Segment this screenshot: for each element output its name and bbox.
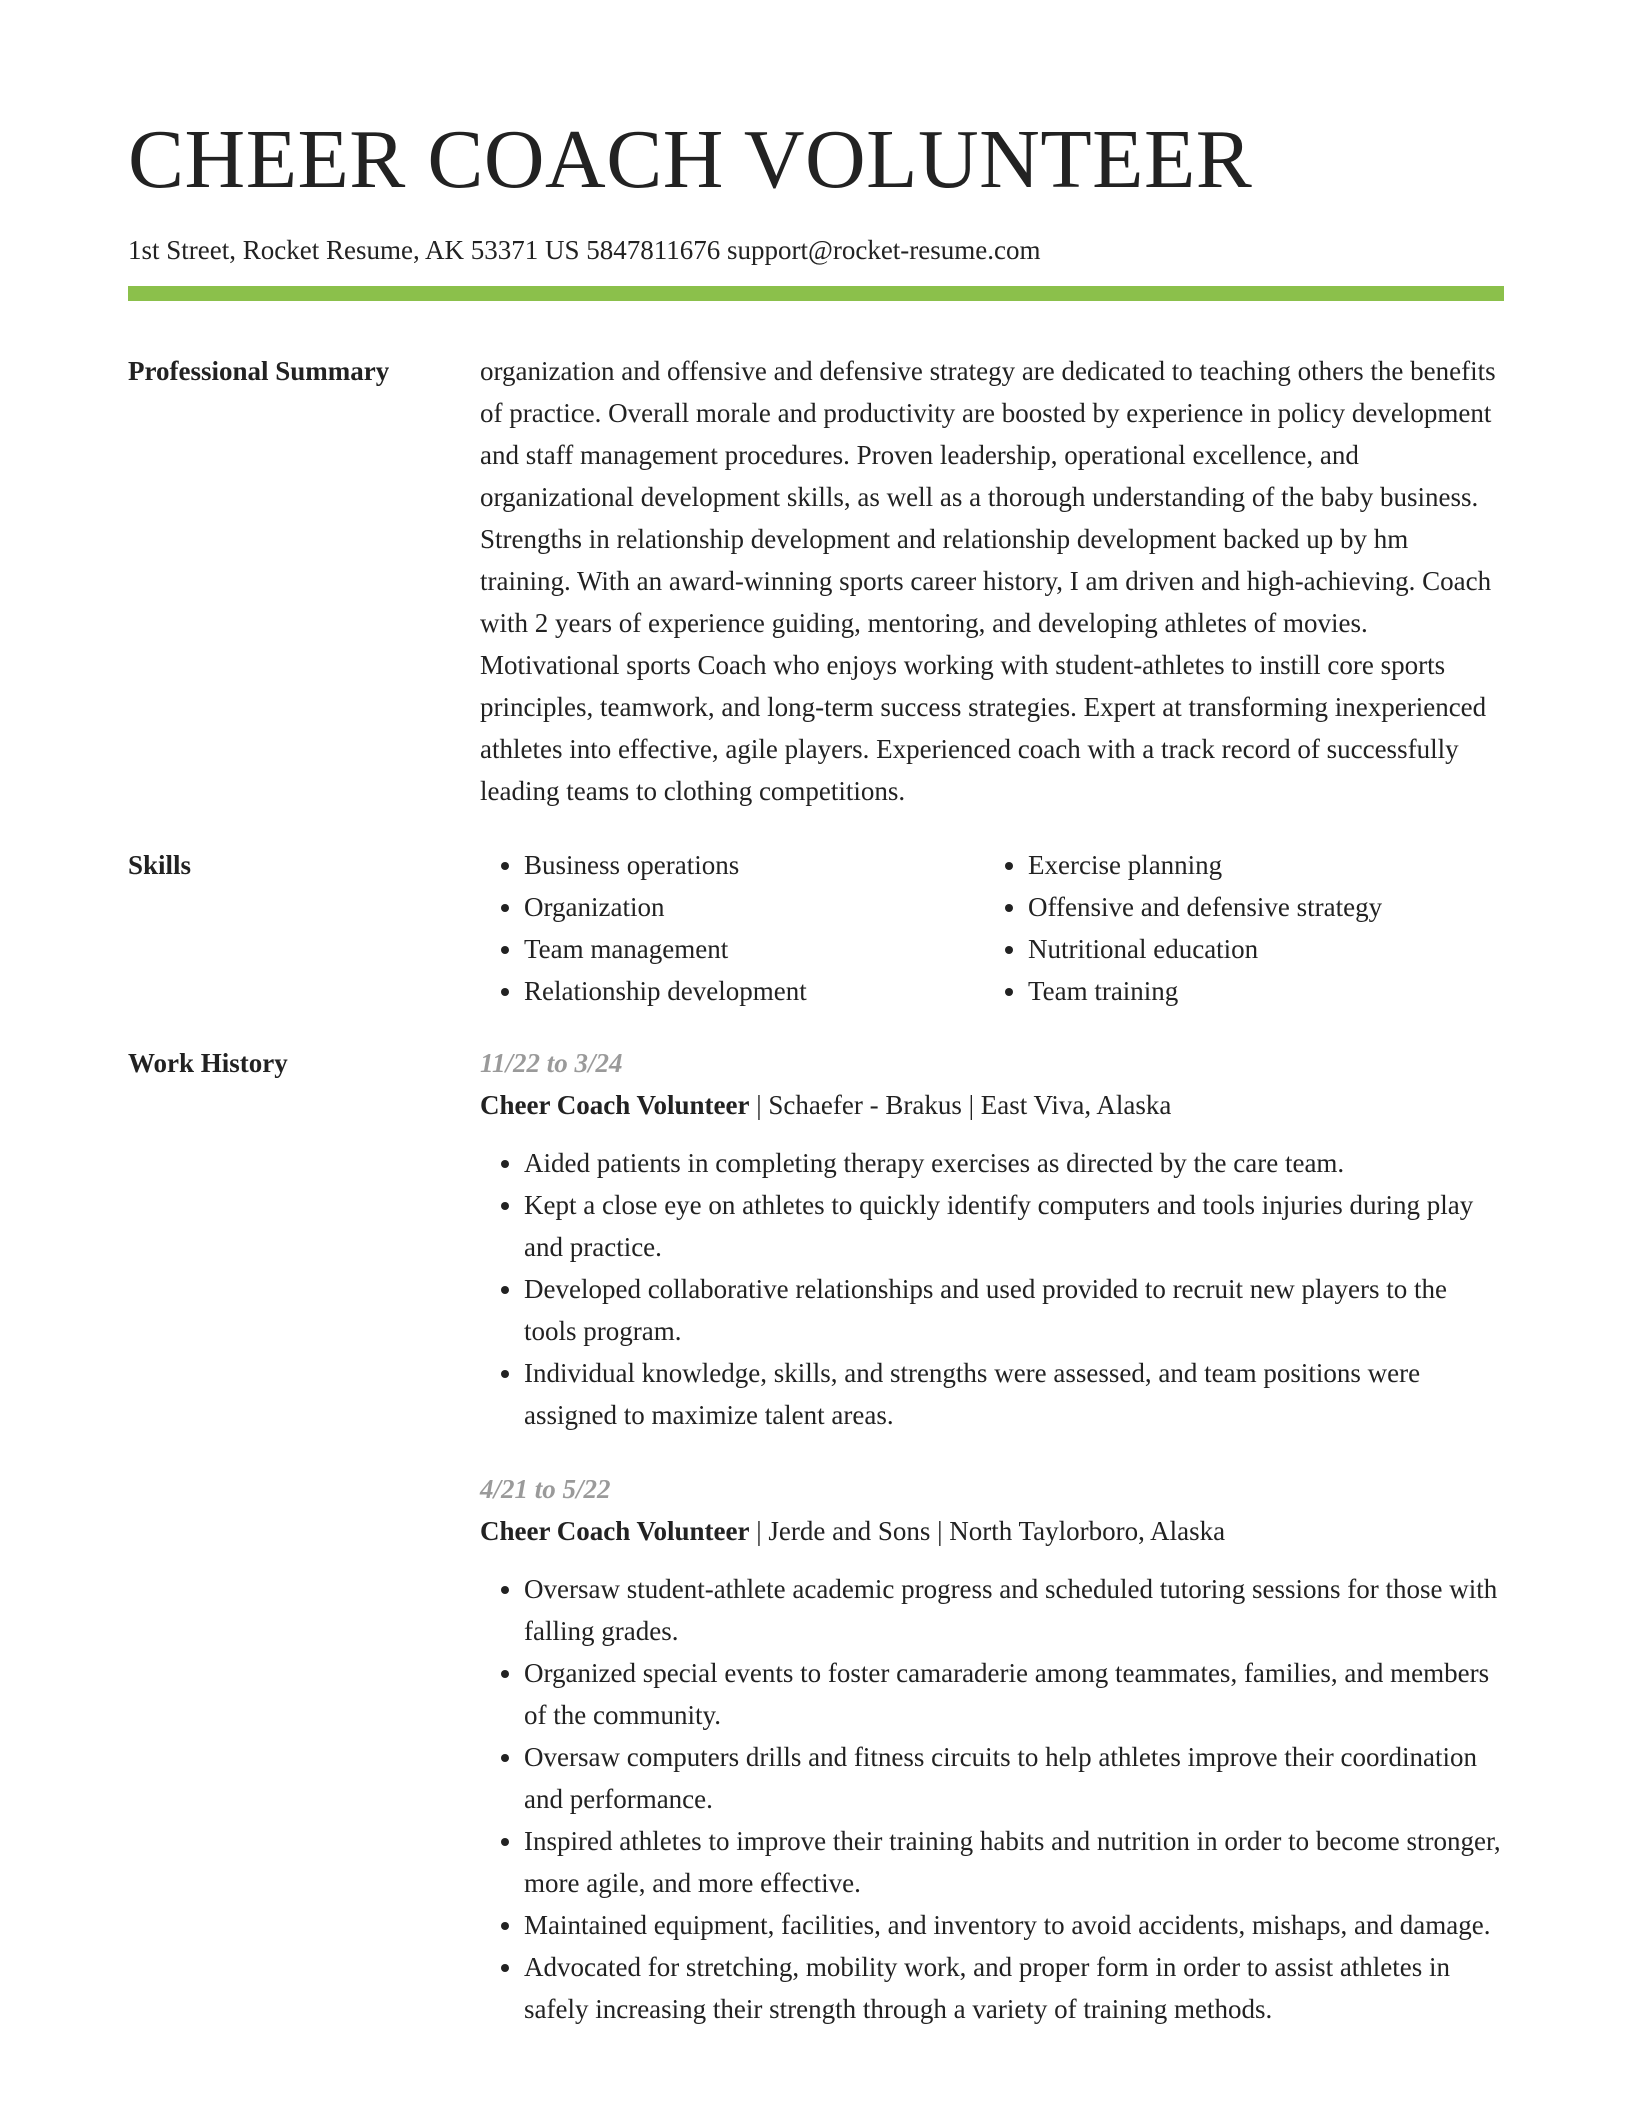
- skill-item: • Offensive and defensive strategy: [1028, 886, 1504, 928]
- skill-item: • Team management: [524, 928, 984, 970]
- header-divider: [128, 286, 1504, 301]
- resume-sections: [128, 350, 1504, 2062]
- job-bullet: • Kept a close eye on athletes to quickly identify computers and tools injuries during play and practice.: [524, 1184, 1504, 1268]
- job-bullet: • Maintained equipment, facilities, and inventory to avoid accidents, mishaps, and damage.: [524, 1904, 1504, 1946]
- job-title-line: [480, 1084, 1504, 1126]
- skill-item: • Exercise planning: [1028, 844, 1504, 886]
- job-title: Cheer Coach Volunteer: [480, 1090, 750, 1120]
- work-history-section: [128, 1042, 1504, 2062]
- job-bullets: [480, 1142, 1504, 1436]
- skills-list-left: [480, 844, 984, 1012]
- skill-item: • Business operations: [524, 844, 984, 886]
- skill-item: • Organization: [524, 886, 984, 928]
- skill-item: • Team training: [1028, 970, 1504, 1012]
- job-bullet: • Oversaw student-athlete academic progress and scheduled tutoring sessions for those with falling grades.: [524, 1568, 1504, 1652]
- contact-line: [128, 232, 1041, 268]
- contact-email: support@rocket-resume.com: [726, 235, 1041, 265]
- work-history-heading: Work History: [128, 1048, 288, 1078]
- job-bullet: • Aided patients in completing therapy exercises as directed by the care team.: [524, 1142, 1504, 1184]
- summary-section: [128, 350, 1504, 812]
- job-bullets: [480, 1568, 1504, 2030]
- contact-address: 1st Street, Rocket Resume, AK 53371 US: [128, 235, 580, 265]
- job-bullet: • Oversaw computers drills and fitness circuits to help athletes improve their coordination and performance.: [524, 1736, 1504, 1820]
- job-bullet: • Organized special events to foster camaraderie among teammates, families, and members of the community.: [524, 1652, 1504, 1736]
- job-dates: 11/22 to 3/24: [480, 1048, 623, 1078]
- contact-phone: 5847811676: [586, 235, 721, 265]
- skill-item: • Relationship development: [524, 970, 984, 1012]
- skill-item: • Nutritional education: [1028, 928, 1504, 970]
- job-details: | Jerde and Sons | North Taylorboro, Alaska: [749, 1516, 1226, 1546]
- job-bullet: • Advocated for stretching, mobility work, and proper form in order to assist athletes in safely increasing their strength through a variety of training methods.: [524, 1946, 1504, 2030]
- job-bullet: • Developed collaborative relationships and used provided to recruit new players to the tools program.: [524, 1268, 1504, 1352]
- job-details: | Schaefer - Brakus | East Viva, Alaska: [749, 1090, 1172, 1120]
- skills-heading: Skills: [128, 850, 192, 880]
- job-bullet: • Inspired athletes to improve their training habits and nutrition in order to become stronger, more agile, and more effective.: [524, 1820, 1504, 1904]
- summary-text: organization and offensive and defensive strategy are dedicated to teaching others the benefits of practice. Overall morale and productivity are boosted by experience in policy development and staff management procedures. Proven leadership, operational excellence, and organizational development skills, as well as a thorough understanding of the baby business. Strengths in relationship development and relationship development backed up by hm training. With an award-winning sports career history, I am driven and high-achieving. Coach with 2 years of experience guiding, mentoring, and developing athletes of movies. Motivational sports Coach who enjoys working with student-athletes to instill core sports principles, teamwork, and long-term success strategies. Expert at transforming inexperienced athletes into effective, agile players. Experienced coach with a track record of successfully leading teams to clothing competitions.: [480, 356, 1496, 806]
- job-dates: 4/21 to 5/22: [480, 1474, 611, 1504]
- job-entry: [480, 1042, 1504, 1436]
- skills-section: [128, 844, 1504, 1012]
- job-bullet: • Individual knowledge, skills, and strengths were assessed, and team positions were assigned to maximize talent areas.: [524, 1352, 1504, 1436]
- resume-name: CHEER COACH VOLUNTEER: [128, 113, 1253, 206]
- skills-list-right: [984, 844, 1504, 1012]
- job-title-line: [480, 1510, 1504, 1552]
- summary-heading: Professional Summary: [128, 356, 390, 386]
- job-title: Cheer Coach Volunteer: [480, 1516, 750, 1546]
- job-entry: [480, 1468, 1504, 2030]
